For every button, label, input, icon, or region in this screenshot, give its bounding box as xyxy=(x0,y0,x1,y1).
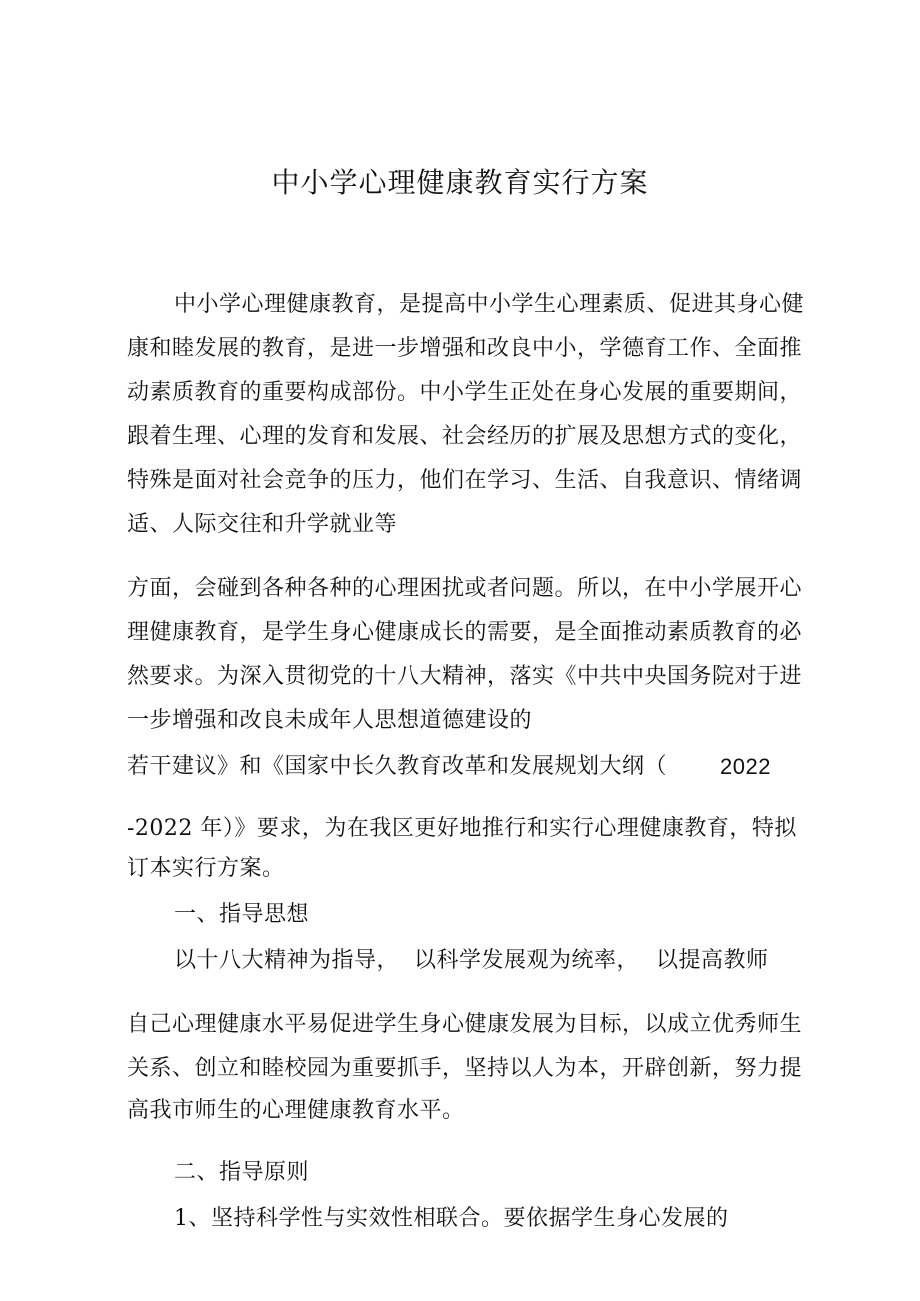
paragraph-line: 动素质教育的重要构成部份。中小学生正处在身心发展的重要期间， xyxy=(127,380,803,405)
paragraph-line: 订本实行方案。 xyxy=(127,856,285,881)
paragraph-line: 若干建议》和《国家中长久教育改革和发展规划大纲（ xyxy=(127,754,668,779)
section-heading: 一、指导思想 xyxy=(174,902,310,927)
document-title: 中小学心理健康教育实行方案 xyxy=(271,166,649,199)
paragraph-line: 康和睦发展的教育，是进一步增强和改良中小，学德育工作、全面推 xyxy=(127,336,803,361)
paragraph-line: 中小学心理健康教育，是提高中小学生心理素质、促进其身心健 xyxy=(174,292,805,317)
paragraph-line: 高我市师生的心理健康教育水平。 xyxy=(127,1098,465,1123)
paragraph-line: -2022 年）》要求，为在我区更好地推行和实行心理健康教育，特拟 xyxy=(127,816,797,841)
paragraph-line: 适、人际交往和升学就业等 xyxy=(127,512,398,537)
paragraph-line: 跟着生理、心理的发育和发展、社会经历的扩展及思想方式的变化， xyxy=(127,424,803,449)
paragraph-line: 特殊是面对社会竞争的压力，他们在学习、生活、自我意识、情绪调 xyxy=(127,468,803,493)
paragraph-segment: 以科学发展观为统率， xyxy=(414,948,640,973)
paragraph-line: 自己心理健康水平易促进学生身心健康发展为目标，以成立优秀师生 xyxy=(127,1012,803,1037)
paragraph-line: 一步增强和改良未成年人思想道德建设的 xyxy=(127,708,533,733)
paragraph-line: 方面，会碰到各种各种的心理困扰或者问题。所以，在中小学展开心 xyxy=(127,576,803,601)
year-value: 2022 xyxy=(720,754,771,779)
paragraph-line: 关系、创立和睦校园为重要抓手，坚持以人为本，开辟创新，努力提 xyxy=(127,1056,803,1081)
paragraph-segment: 以十八大精神为指导， xyxy=(174,948,400,973)
paragraph-line: 理健康教育，是学生身心健康成长的需要，是全面推动素质教育的必 xyxy=(127,620,803,645)
paragraph-line: 然要求。为深入贯彻党的十八大精神，落实《中共中央国务院对于进 xyxy=(127,664,803,689)
paragraph-line: 1、坚持科学性与实效性相联合。要依据学生身心发展的 xyxy=(174,1206,729,1231)
section-heading: 二、指导原则 xyxy=(174,1160,310,1185)
paragraph-segment: 以提高教师 xyxy=(656,948,769,973)
